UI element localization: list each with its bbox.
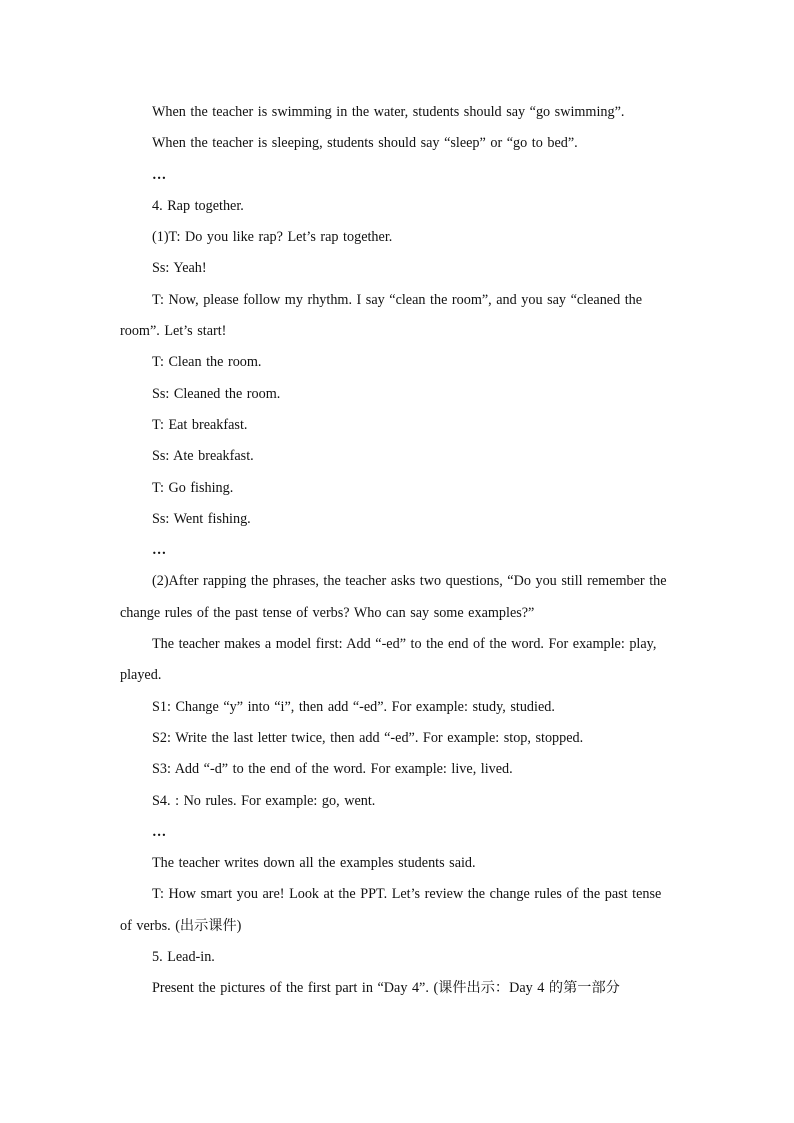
paragraph: T: How smart you are! Look at the PPT. Let’s review the change rules of the past tense of verbs. (出示课件)	[120, 886, 662, 934]
ellipsis: …	[152, 542, 168, 559]
paragraph: (2)After rapping the phrases, the teacher asks two questions, “Do you still remember the change rules of the past tense of verbs? Who can say some examples?”	[120, 573, 667, 621]
paragraph: When the teacher is sleeping, students should say “sleep” or “go to bed”.	[152, 135, 578, 152]
paragraph: S1: Change “y” into “i”, then add “-ed”. For example: study, studied.	[152, 698, 555, 715]
section-heading-rap-together: 4. Rap together.	[152, 197, 244, 214]
paragraph: T: Eat breakfast.	[152, 416, 248, 433]
paragraph: (1)T: Do you like rap? Let’s rap together.	[152, 229, 393, 246]
paragraph: When the teacher is swimming in the water, students should say “go swimming”.	[152, 104, 625, 120]
paragraph: Ss: Yeah!	[152, 260, 207, 277]
ellipsis: …	[152, 166, 168, 183]
paragraph: Ss: Ate breakfast.	[152, 448, 254, 465]
paragraph: T: Go fishing.	[152, 479, 234, 496]
paragraph: Present the pictures of the first part in “Day 4”. (课件出示：Day 4 的第一部分	[152, 980, 620, 997]
paragraph: S4. : No rules. For example: go, went.	[152, 792, 376, 809]
section-heading-lead-in: 5. Lead-in.	[152, 949, 215, 966]
paragraph: The teacher makes a model first: Add “-ed” to the end of the word. For example: play, played.	[120, 636, 657, 684]
paragraph: T: Now, please follow my rhythm. I say “clean the room”, and you say “cleaned the room”. Let’s start!	[120, 291, 643, 340]
paragraph: T: Clean the room.	[152, 354, 262, 371]
paragraph: S2: Write the last letter twice, then add “-ed”. For example: stop, stopped.	[152, 729, 584, 746]
ellipsis: …	[152, 823, 168, 840]
paragraph: The teacher writes down all the examples students said.	[152, 855, 476, 872]
lesson-plan-body	[120, 97, 668, 1005]
paragraph: S3: Add “-d” to the end of the word. For example: live, lived.	[152, 761, 513, 778]
paragraph: Ss: Went fishing.	[152, 510, 251, 527]
paragraph: Ss: Cleaned the room.	[152, 385, 281, 402]
